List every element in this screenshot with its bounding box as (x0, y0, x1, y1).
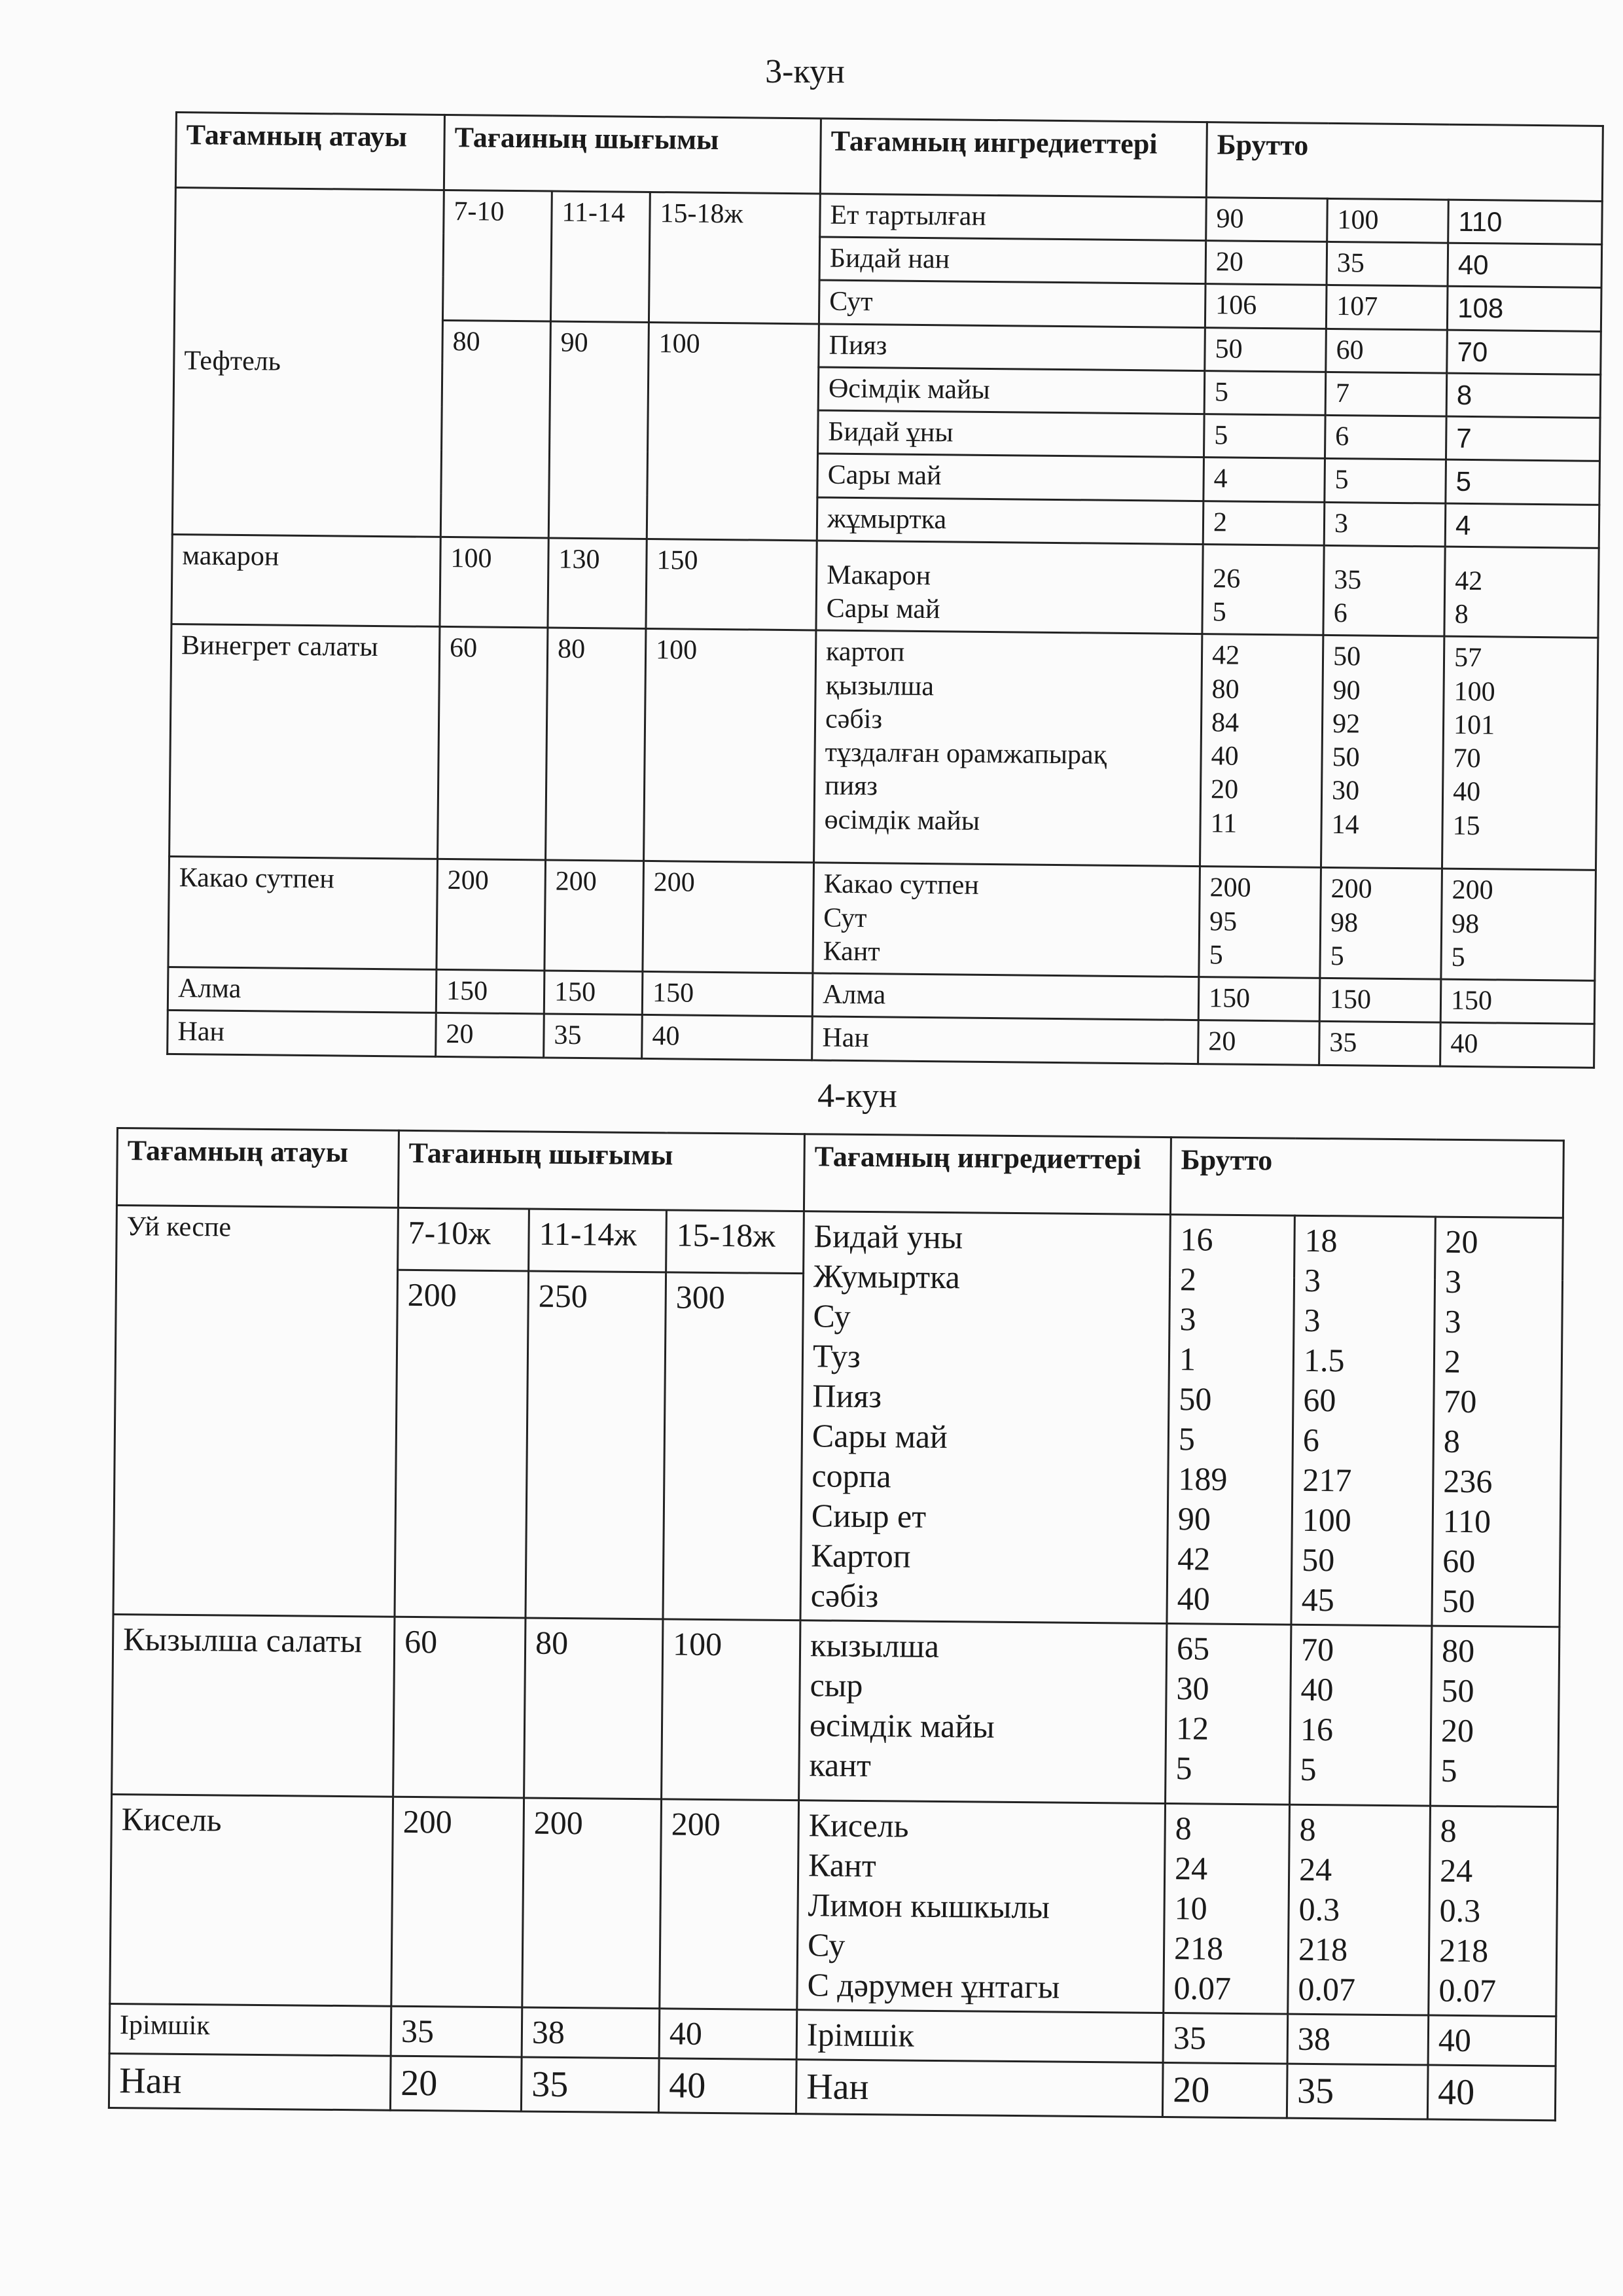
brutto-value: 50 (1302, 1541, 1335, 1579)
brutto-value: 40 (1452, 777, 1481, 808)
ingredient-list (799, 1621, 1167, 1804)
brutto-value: 5 (1204, 414, 1325, 459)
brutto-value: 10 (1174, 1890, 1207, 1927)
brutto-value: 24 (1298, 1850, 1332, 1888)
brutto-value: 35 (1327, 242, 1448, 287)
age-header: 15-18ж (649, 192, 820, 323)
brutto-value: 8 (1175, 1810, 1192, 1847)
ingredient: Су (807, 1926, 846, 1964)
brutto-value: 40 (1211, 741, 1239, 772)
ingredient: Нан (812, 1016, 1199, 1064)
brutto-value: 12 (1175, 1710, 1209, 1747)
ingredient: кант (809, 1746, 872, 1784)
yield-value: 35 (521, 2057, 659, 2113)
dish-name: Кисель (110, 1794, 393, 2006)
ingredient: тұздалған орамжапырақ (825, 737, 1107, 770)
ingredient: Өсімдік майы (818, 367, 1205, 414)
brutto-value: 20 (1445, 1223, 1478, 1261)
table-row (171, 534, 1599, 637)
table-row (168, 857, 1596, 981)
brutto-value: 24 (1439, 1852, 1473, 1890)
brutto-value: 20 (1205, 241, 1327, 285)
yield-value: 20 (390, 2056, 522, 2111)
ingredient: Ірімшік (796, 2010, 1164, 2063)
yield-value: 60 (393, 1617, 526, 1798)
brutto-value: 5 (1451, 942, 1465, 973)
brutto-column (1429, 1806, 1558, 2017)
brutto-value: 6 (1325, 416, 1446, 460)
ingredient: Туз (812, 1337, 861, 1374)
brutto-value: 90 (1177, 1500, 1211, 1537)
brutto-column (1199, 867, 1321, 978)
brutto-column (1291, 1215, 1435, 1626)
brutto-column (1202, 544, 1324, 635)
brutto-value: 5 (1440, 1751, 1457, 1789)
ingredient: Какао сутпен (823, 869, 979, 901)
yield-value: 100 (662, 1619, 800, 1801)
yield-value: 200 (660, 1799, 799, 2010)
brutto-value: 101 (1453, 709, 1495, 741)
brutto-value: 20 (1440, 1712, 1474, 1749)
brutto-value: 5 (1204, 371, 1326, 416)
dish-name: Какао сутпен (168, 857, 438, 970)
brutto-value: 3 (1179, 1300, 1196, 1338)
brutto-value: 150 (1440, 979, 1595, 1024)
day4-menu-table (108, 1127, 1565, 2122)
age-header: 15-18ж (666, 1210, 804, 1274)
ingredient: Сиыр ет (811, 1497, 927, 1535)
brutto-value: 2 (1203, 501, 1325, 545)
brutto-value: 5 (1325, 459, 1446, 503)
brutto-value: 6 (1302, 1421, 1320, 1459)
brutto-value: 218 (1298, 1930, 1348, 1968)
brutto-column (1432, 1217, 1563, 1627)
brutto-value: 3 (1304, 1301, 1321, 1339)
yield-value: 250 (526, 1271, 666, 1619)
yield-value: 40 (659, 2009, 797, 2060)
brutto-value: 65 (1176, 1630, 1210, 1667)
ingredient: қызылша (825, 670, 935, 702)
brutto-column (1290, 1624, 1432, 1806)
brutto-value: 110 (1448, 200, 1603, 244)
age-header: 11-14 (550, 191, 650, 322)
ingredient: сыр (810, 1666, 863, 1704)
brutto-value: 95 (1209, 906, 1238, 937)
ingredient: Сары май (817, 454, 1204, 501)
brutto-column (1166, 1624, 1291, 1805)
ingredient: Бидай ұны (818, 410, 1205, 457)
brutto-value: 40 (1427, 2065, 1556, 2121)
brutto-value: 1.5 (1303, 1341, 1345, 1379)
brutto-value: 189 (1178, 1460, 1228, 1498)
brutto-value: 3 (1444, 1302, 1461, 1340)
ingredient: Ет тартылған (820, 194, 1207, 241)
header-brutto: Брутто (1206, 122, 1603, 202)
yield-value: 200 (395, 1270, 529, 1618)
ingredient: сәбіз (810, 1577, 879, 1615)
brutto-value: 40 (1428, 2015, 1556, 2066)
ingredient: сәбіз (825, 704, 883, 735)
brutto-value: 6 (1333, 598, 1347, 629)
ingredient: Сары май (812, 1417, 948, 1456)
age-header: 7-10 (442, 190, 552, 321)
yield-value: 130 (548, 538, 647, 629)
brutto-value: 8 (1440, 1812, 1457, 1849)
brutto-value: 150 (1198, 977, 1320, 1022)
ingredient: өсімдік майы (809, 1706, 995, 1745)
brutto-value: 5 (1300, 1750, 1317, 1788)
brutto-value: 150 (1319, 978, 1441, 1022)
brutto-value: 92 (1332, 708, 1361, 740)
dish-name: Нан (168, 1011, 437, 1056)
brutto-value: 90 (1332, 675, 1361, 706)
brutto-value: 38 (1287, 2014, 1429, 2065)
brutto-value: 200 (1330, 874, 1372, 905)
brutto-value: 80 (1441, 1632, 1475, 1670)
brutto-value: 5 (1446, 460, 1600, 505)
brutto-value: 100 (1302, 1501, 1352, 1539)
brutto-value: 15 (1452, 810, 1480, 841)
brutto-value: 50 (1442, 1582, 1476, 1620)
yield-value: 200 (522, 1798, 662, 2009)
brutto-value: 60 (1326, 329, 1448, 373)
yield-value: 200 (643, 861, 814, 973)
brutto-value: 60 (1303, 1381, 1336, 1419)
yield-value: 80 (440, 320, 550, 538)
brutto-value: 4 (1204, 457, 1325, 502)
brutto-value: 5 (1178, 1420, 1196, 1458)
brutto-value: 110 (1442, 1502, 1491, 1540)
ingredient: Макарон (827, 560, 931, 591)
yield-value: 60 (438, 627, 548, 861)
ingredient: Кисель (808, 1806, 909, 1844)
brutto-value: 8 (1446, 373, 1601, 418)
dish-name: Алма (168, 967, 437, 1013)
brutto-value: 42 (1211, 640, 1240, 671)
brutto-value: 60 (1442, 1542, 1476, 1580)
brutto-value: 0.07 (1173, 1969, 1232, 2007)
brutto-value: 98 (1330, 907, 1359, 938)
table-row (110, 1794, 1558, 2016)
brutto-value: 0.3 (1439, 1892, 1481, 1929)
ingredient-list (816, 541, 1203, 634)
brutto-column (1441, 869, 1596, 980)
brutto-value: 50 (1332, 742, 1360, 773)
brutto-value: 40 (1440, 1022, 1595, 1067)
brutto-value: 42 (1177, 1540, 1211, 1577)
yield-value: 200 (437, 859, 546, 971)
yield-value: 300 (663, 1272, 804, 1620)
brutto-value: 30 (1176, 1670, 1209, 1707)
brutto-value: 40 (1177, 1580, 1211, 1617)
header-yield: Тағаиның шығымы (398, 1130, 804, 1211)
brutto-value: 90 (1206, 198, 1328, 242)
day3-menu-table (166, 111, 1604, 1068)
brutto-value: 7 (1325, 372, 1447, 416)
brutto-value: 108 (1447, 287, 1601, 331)
brutto-value: 0.07 (1298, 1970, 1356, 2008)
brutto-value: 100 (1454, 676, 1495, 707)
brutto-value: 40 (1448, 243, 1602, 287)
header-yield: Тағаиның шығымы (444, 115, 821, 194)
brutto-column (1288, 1804, 1431, 2015)
brutto-column (1321, 636, 1444, 869)
brutto-value: 35 (1319, 1022, 1441, 1066)
ingredient: Сут (823, 903, 867, 933)
brutto-value: 24 (1174, 1850, 1208, 1887)
brutto-value: 20 (1162, 2063, 1287, 2119)
ingredient: Алма (812, 973, 1199, 1020)
yield-value: 35 (544, 1014, 643, 1058)
header-brutto: Брутто (1170, 1138, 1563, 1218)
brutto-value: 20 (1198, 1020, 1320, 1065)
header-name: Тағамның атауы (175, 113, 444, 190)
ingredient: Сары май (826, 593, 940, 625)
yield-value: 20 (436, 1013, 544, 1058)
yield-value: 150 (436, 969, 544, 1014)
table-header-row (175, 113, 1603, 202)
brutto-column (1444, 547, 1599, 638)
ingredient: кызылша (810, 1626, 940, 1664)
ingredient: пияз (824, 770, 878, 802)
dish-name: Нан (109, 2053, 391, 2110)
brutto-value: 5 (1330, 941, 1344, 972)
brutto-value: 80 (1211, 673, 1240, 705)
table-row (169, 624, 1598, 870)
ingredient: Лимон кышкылы (808, 1886, 1050, 1926)
ingredient: Жумыртка (813, 1257, 961, 1296)
brutto-value: 70 (1300, 1630, 1334, 1668)
brutto-value: 70 (1447, 330, 1601, 374)
ingredient: Бидай уны (813, 1217, 963, 1256)
yield-value: 150 (642, 971, 813, 1016)
brutto-column (1431, 1626, 1560, 1807)
brutto-value: 35 (1333, 564, 1362, 596)
brutto-value: 20 (1210, 774, 1239, 805)
brutto-value: 2 (1179, 1261, 1197, 1298)
brutto-value: 18 (1304, 1221, 1338, 1259)
brutto-column (1167, 1215, 1294, 1625)
brutto-value: 5 (1212, 597, 1226, 628)
yield-value: 100 (644, 629, 816, 863)
brutto-value: 5 (1209, 940, 1223, 971)
ingredient: Нан (796, 2060, 1163, 2117)
ingredient: Су (813, 1297, 851, 1335)
ingredient: сорпа (812, 1457, 891, 1495)
brutto-value: 0.3 (1298, 1890, 1340, 1928)
brutto-value: 2 (1444, 1342, 1461, 1380)
ingredient: өсімдік майы (824, 804, 980, 836)
yield-value: 40 (658, 2058, 796, 2114)
brutto-column (1200, 634, 1323, 868)
ingredient: Пияз (819, 324, 1205, 371)
brutto-value: 45 (1301, 1581, 1335, 1619)
brutto-value: 98 (1451, 908, 1480, 939)
brutto-value: 16 (1300, 1710, 1334, 1748)
ingredient-list (797, 1801, 1166, 2013)
brutto-value: 8 (1299, 1810, 1316, 1848)
ingredient: Картоп (811, 1537, 911, 1575)
brutto-value: 26 (1212, 564, 1241, 594)
age-header: 7-10ж (398, 1208, 529, 1271)
yield-value: 80 (524, 1618, 663, 1799)
ingredient: Кант (808, 1846, 876, 1884)
brutto-value: 3 (1444, 1263, 1462, 1300)
brutto-value: 107 (1326, 285, 1448, 330)
brutto-value: 84 (1211, 708, 1240, 738)
ingredient: картоп (825, 636, 905, 668)
brutto-value: 42 (1454, 565, 1483, 597)
brutto-value: 50 (1179, 1380, 1212, 1418)
yield-value: 100 (440, 537, 548, 628)
brutto-value: 8 (1443, 1422, 1461, 1460)
brutto-value: 50 (1441, 1672, 1474, 1710)
dish-name: Кызылша салаты (112, 1614, 395, 1797)
ingredient-list (800, 1211, 1170, 1624)
brutto-value: 11 (1210, 808, 1238, 839)
ingredient: С дәрумен ұнтагы (807, 1966, 1060, 2005)
day3-title: 3-кун (765, 53, 845, 90)
brutto-value: 236 (1443, 1462, 1493, 1500)
brutto-value: 106 (1205, 284, 1327, 329)
brutto-column (1442, 636, 1597, 870)
age-header: 11-14ж (529, 1209, 667, 1272)
ingredient: Пияз (812, 1377, 882, 1415)
yield-value: 200 (544, 860, 644, 971)
dish-name: Тефтель (172, 188, 444, 537)
brutto-value: 4 (1445, 503, 1599, 548)
brutto-value: 57 (1454, 643, 1482, 673)
ingredient-list (813, 863, 1200, 977)
brutto-value: 70 (1444, 1382, 1477, 1420)
header-ingredients: Тағамның ингредиеттері (804, 1134, 1171, 1215)
brutto-value: 218 (1438, 1931, 1489, 1969)
ingredient: Кант (823, 936, 880, 967)
brutto-value: 3 (1304, 1261, 1321, 1299)
brutto-value: 200 (1209, 872, 1251, 904)
brutto-value: 40 (1300, 1670, 1334, 1708)
table-row (112, 1614, 1560, 1806)
brutto-value: 3 (1324, 502, 1446, 547)
brutto-value: 200 (1452, 875, 1493, 906)
yield-value: 90 (548, 321, 649, 539)
header-name: Тағамның атауы (116, 1128, 399, 1208)
brutto-value: 30 (1331, 776, 1360, 806)
brutto-value: 16 (1180, 1221, 1213, 1258)
dish-name: Уй кеспе (113, 1206, 398, 1617)
dish-name: Винегрет салаты (169, 624, 440, 859)
brutto-value: 0.07 (1438, 1971, 1497, 2009)
table-header-row (116, 1128, 1563, 1218)
day4-title: 4-кун (817, 1077, 897, 1115)
brutto-value: 50 (1332, 641, 1361, 672)
ingredient: Бидай нан (819, 237, 1206, 284)
yield-value: 200 (391, 1797, 524, 2007)
brutto-value: 14 (1331, 809, 1359, 840)
brutto-value: 35 (1287, 2064, 1428, 2119)
yield-value: 150 (544, 971, 643, 1015)
yield-value: 100 (647, 322, 819, 541)
brutto-value: 1 (1179, 1340, 1196, 1378)
yield-value: 38 (522, 2007, 660, 2058)
brutto-value: 50 (1205, 327, 1327, 372)
brutto-value: 218 (1173, 1929, 1224, 1967)
yield-value: 35 (391, 2006, 522, 2057)
brutto-value: 7 (1446, 416, 1600, 461)
dish-name: макарон (171, 534, 440, 626)
dish-name: Ірімшік (109, 2003, 391, 2056)
brutto-value: 5 (1175, 1749, 1192, 1787)
ingredient-list (814, 630, 1202, 867)
brutto-column (1320, 868, 1442, 979)
brutto-value: 8 (1454, 599, 1469, 630)
brutto-column (1323, 545, 1445, 636)
yield-value: 150 (646, 539, 817, 630)
ingredient: жұмыртка (817, 497, 1204, 545)
yield-value: 40 (642, 1015, 813, 1060)
table-row (116, 1206, 1563, 1281)
brutto-value: 35 (1163, 2013, 1288, 2064)
header-ingredients: Тағамның ингредиеттері (820, 118, 1207, 198)
ingredient: Сут (819, 280, 1205, 327)
brutto-value: 217 (1302, 1461, 1352, 1499)
brutto-value: 100 (1327, 198, 1449, 243)
brutto-value: 70 (1453, 743, 1481, 774)
yield-value: 80 (546, 628, 646, 861)
brutto-column (1164, 1804, 1290, 2015)
